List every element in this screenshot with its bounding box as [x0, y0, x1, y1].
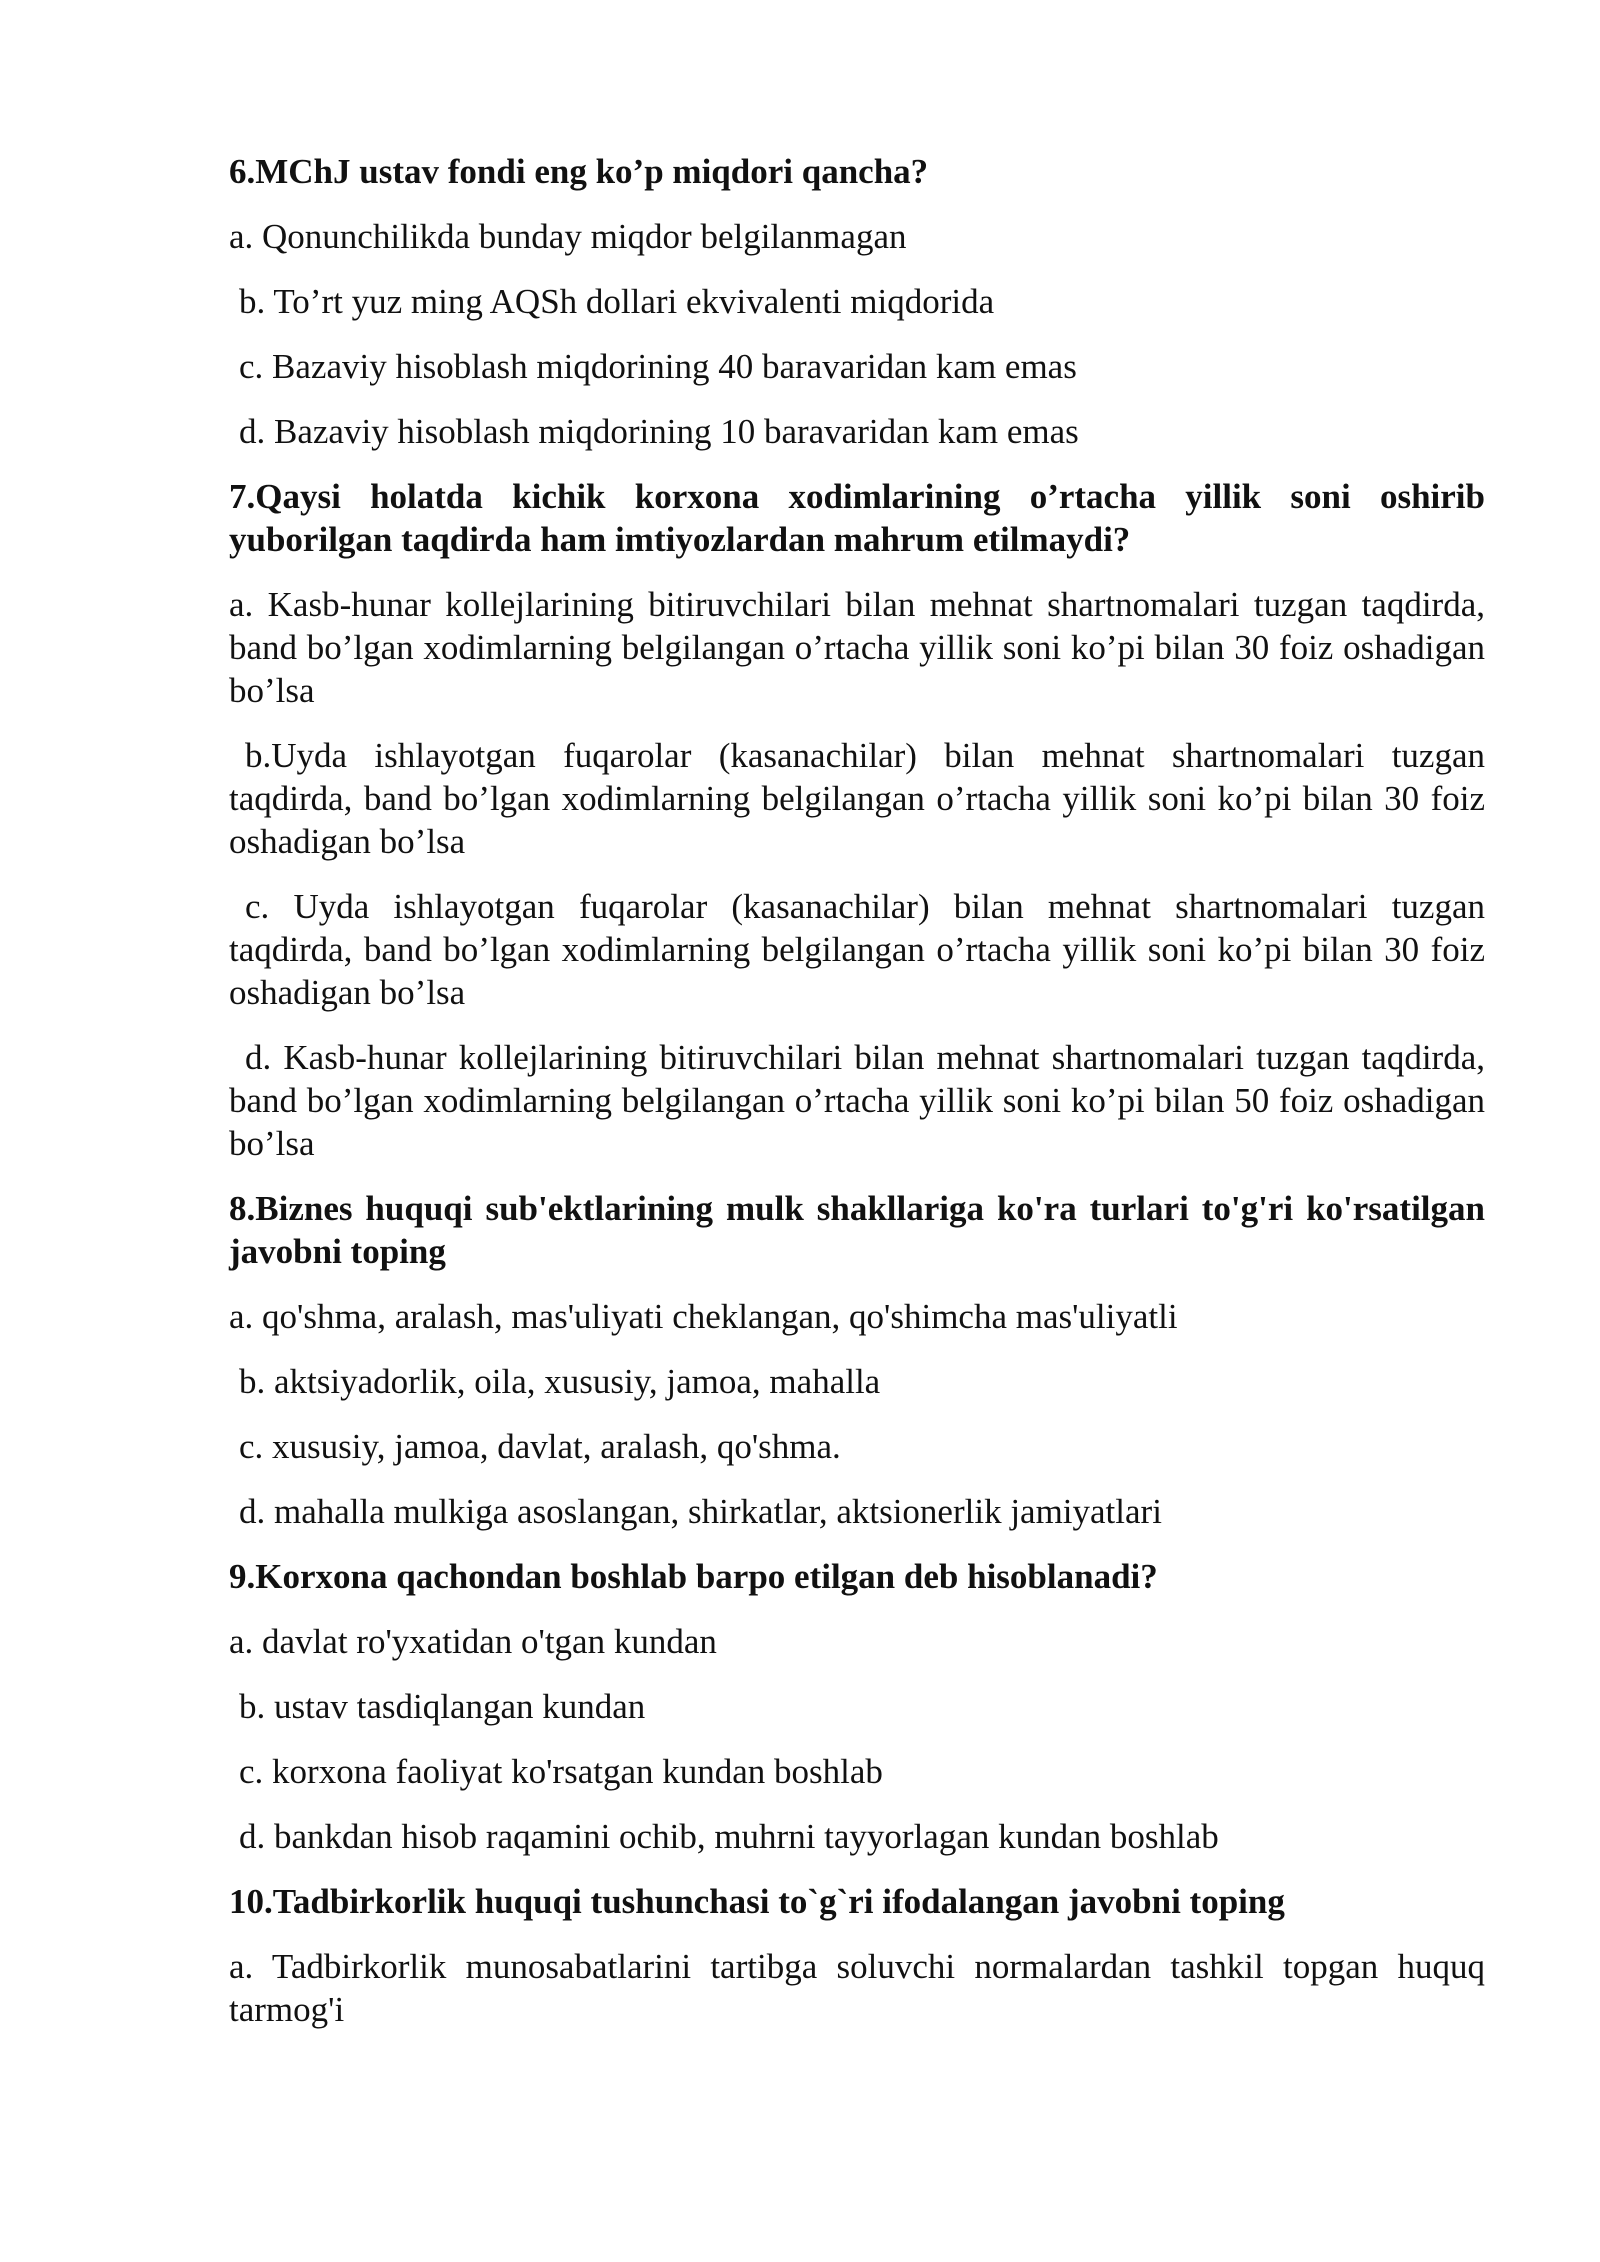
question-7-option-b — [229, 734, 1485, 863]
question-8-option-c: c. xususiy, jamoa, davlat, aralash, qo'shma. — [239, 1427, 841, 1466]
question-10: 10.Tadbirkorlik huquqi tushunchasi to`g`ri ifodalangan javobni toping — [229, 1882, 1285, 1921]
question-9: 9.Korxona qachondan boshlab barpo etilgan deb hisoblanadi? — [229, 1557, 1158, 1596]
question-7: 7.Qaysi holatda kichik korxona xodimlarining o’rtacha yillik soni oshirib yuborilgan taqdirda ham imtiyozlardan mahrum etilmaydi? — [229, 477, 1485, 559]
question-8-option-b: b. aktsiyadorlik, oila, xususiy, jamoa, mahalla — [239, 1362, 881, 1401]
question-7-option-c-text: c. Uyda ishlayotgan fuqarolar (kasanachilar) bilan mehnat shartnomalari tuzgan taqdirda, band bo’lgan xodimlarning belgilangan o’rtacha yillik soni ko’pi bilan 30 foiz oshadigan bo’lsa — [229, 887, 1485, 1012]
question-6-option-d: d. Bazaviy hisoblash miqdorining 10 baravaridan kam emas — [239, 412, 1079, 451]
question-9-option-d: d. bankdan hisob raqamini ochib, muhrni tayyorlagan kundan boshlab — [239, 1817, 1219, 1856]
question-6-option-a: a. Qonunchilikda bunday miqdor belgilanmagan — [229, 217, 907, 256]
question-7-option-b-text: b.Uyda ishlayotgan fuqarolar (kasanachilar) bilan mehnat shartnomalari tuzgan taqdirda, band bo’lgan xodimlarning belgilangan o’rtacha yillik soni ko’pi bilan 30 foiz oshadigan bo’lsa — [229, 736, 1485, 861]
question-9-option-a: a. davlat ro'yxatidan o'tgan kundan — [229, 1622, 717, 1661]
document-page — [229, 150, 1485, 2053]
question-7-option-a: a. Kasb-hunar kollejlarining bitiruvchilari bilan mehnat shartnomalari tuzgan taqdirda, band bo’lgan xodimlarning belgilangan o’rtacha yillik soni ko’pi bilan 30 foiz oshadigan bo’lsa — [229, 585, 1485, 710]
question-7-option-d-text: d. Kasb-hunar kollejlarining bitiruvchilari bilan mehnat shartnomalari tuzgan taqdirda, band bo’lgan xodimlarning belgilangan o’rtacha yillik soni ko’pi bilan 50 foiz oshadigan bo’lsa — [229, 1038, 1485, 1163]
question-6: 6.MChJ ustav fondi eng ko’p miqdori qancha? — [229, 152, 929, 191]
question-8: 8.Biznes huquqi sub'ektlarining mulk shakllariga ko'ra turlari to'g'ri ko'rsatilgan javobni toping — [229, 1189, 1485, 1271]
question-6-option-b: b. To’rt yuz ming AQSh dollari ekvivalenti miqdorida — [239, 282, 995, 321]
question-7-option-c — [229, 885, 1485, 1014]
question-10-option-a: a. Tadbirkorlik munosabatlarini tartibga soluvchi normalardan tashkil topgan huquq tarmog'i — [229, 1947, 1485, 2029]
question-9-option-b: b. ustav tasdiqlangan kundan — [239, 1687, 646, 1726]
question-9-option-c: c. korxona faoliyat ko'rsatgan kundan boshlab — [239, 1752, 883, 1791]
question-8-option-d: d. mahalla mulkiga asoslangan, shirkatlar, aktsionerlik jamiyatlari — [239, 1492, 1162, 1531]
question-6-option-c: c. Bazaviy hisoblash miqdorining 40 baravaridan kam emas — [239, 347, 1077, 386]
question-7-option-d — [229, 1036, 1485, 1165]
question-8-option-a: a. qo'shma, aralash, mas'uliyati cheklangan, qo'shimcha mas'uliyatli — [229, 1297, 1178, 1336]
